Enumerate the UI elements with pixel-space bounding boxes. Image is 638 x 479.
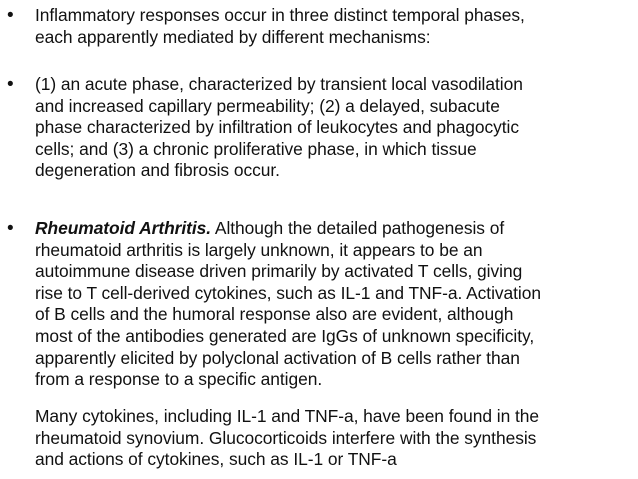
text-line: degeneration and fibrosis occur.: [35, 160, 280, 181]
text-line: rheumatoid arthritis is largely unknown, it appears to be an: [35, 239, 483, 260]
paragraph-text: [35, 406, 635, 471]
bullet-dot-icon: •: [7, 5, 14, 26]
text-line: cells; and (3) a chronic proliferative phase, in which tissue: [35, 138, 477, 159]
bullet-text: [35, 74, 635, 182]
text-line: phase characterized by infiltration of leukocytes and phagocytic: [35, 117, 520, 138]
text-line: autoimmune disease driven primarily by activated T cells, giving: [35, 261, 523, 282]
bullet-text: [35, 218, 635, 391]
text-line: each apparently mediated by different mechanisms:: [35, 26, 431, 47]
text-line: Many cytokines, including IL-1 and TNF-a, have been found in the: [35, 406, 540, 426]
heading-line-rest: Although the detailed pathogenesis of: [211, 218, 505, 238]
text-line: rise to T cell-derived cytokines, such as IL-1 and TNF-a. Activation: [35, 282, 541, 303]
text-line: and increased capillary permeability; (2) a delayed, subacute: [35, 95, 500, 116]
text-line: of B cells and the humoral response also are evident, although: [35, 304, 514, 325]
text-line: and actions of cytokines, such as IL-1 or TNF-a: [35, 449, 397, 470]
text-line: most of the antibodies generated are IgGs of unknown specificity,: [35, 325, 535, 346]
bullet-text: [35, 5, 635, 48]
text-line: apparently elicited by polyclonal activation of B cells rather than: [35, 347, 520, 368]
text-line: (1) an acute phase, characterized by transient local vasodilation: [35, 74, 523, 94]
text-line: rheumatoid synovium. Glucocorticoids interfere with the synthesis: [35, 427, 537, 448]
bullet-dot-icon: •: [7, 218, 14, 239]
text-line: Inflammatory responses occur in three distinct temporal phases,: [35, 5, 525, 25]
section-heading: Rheumatoid Arthritis.: [35, 218, 212, 238]
text-line: from a response to a specific antigen.: [35, 369, 323, 390]
text-line: [35, 218, 635, 240]
bullet-dot-icon: •: [7, 74, 14, 95]
